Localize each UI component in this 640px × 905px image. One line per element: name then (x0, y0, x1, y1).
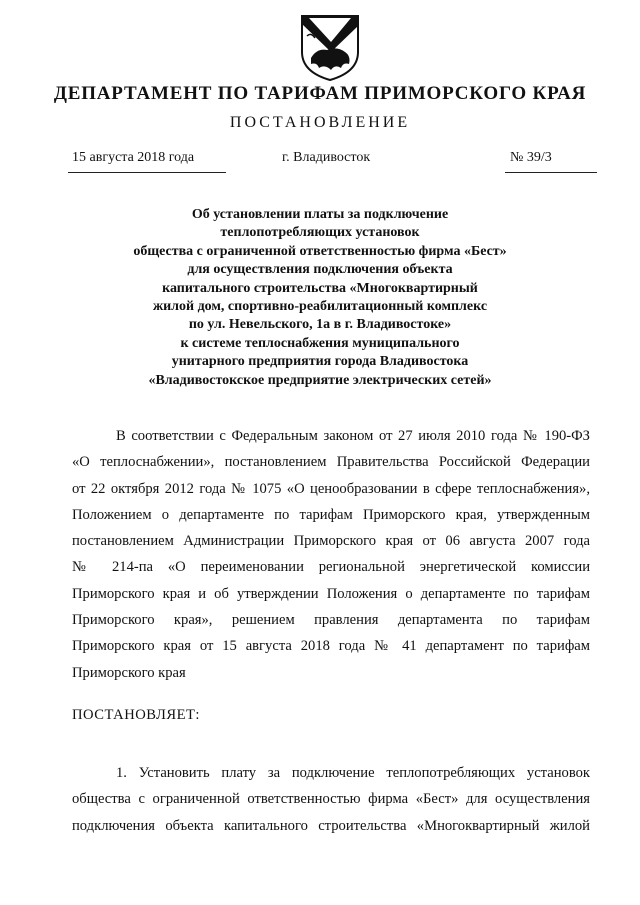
resolve-label: ПОСТАНОВЛЯЕТ: (72, 707, 200, 723)
preamble-paragraph (72, 423, 590, 686)
preamble-line: Приморского края (72, 664, 186, 681)
title-line: к системе теплоснабжения муниципального (180, 335, 460, 351)
preamble-line: № 214-па «О переименовании региональной энергетической комиссии (72, 559, 590, 576)
title-line: для осуществления подключения объекта (187, 262, 453, 278)
title-line: капитального строительства «Многоквартирный (162, 280, 478, 296)
preamble-line: постановлением Администрации Приморского края от 06 августа 2007 года (72, 533, 590, 550)
title-line: общества с ограниченной ответственностью фирма «Бест» (133, 243, 507, 259)
item-1-paragraph (72, 760, 590, 839)
document-number: № 39/3 (510, 150, 552, 165)
date-underline (68, 172, 226, 173)
preamble-line: Приморского края», решением правления департамента по тарифам (72, 612, 590, 629)
item-1-line: 1. Установить плату за подключение теплопотребляющих установок (116, 765, 590, 781)
preamble-line: Приморского края от 15 августа 2018 года № 41 департамент по тарифам (72, 638, 590, 655)
title-line: Об установлении платы за подключение (191, 207, 449, 222)
document-title (60, 206, 580, 390)
department-heading: ДЕПАРТАМЕНТ ПО ТАРИФАМ ПРИМОРСКОГО КРАЯ (53, 83, 587, 104)
preamble-line: Приморского края и об утверждении Положения о департаменте по тарифам (72, 585, 590, 602)
preamble-line: «О теплоснабжении», постановлением Правительства Российской Федерации (72, 454, 590, 471)
title-line: «Владивостокское предприятие электрических сетей» (148, 372, 492, 388)
preamble-line: от 22 октября 2012 года № 1075 «О ценообразовании в сфере теплоснабжения», (72, 480, 590, 497)
preamble-line: Положением о департаменте по тарифам Приморского края, утвержденным (72, 506, 590, 523)
preamble-line: В соответствии с Федеральным законом от 27 июля 2010 года № 190-ФЗ (116, 428, 590, 444)
title-line: унитарного предприятия города Владивостока (171, 354, 469, 370)
coat-of-arms-emblem (297, 12, 363, 82)
title-line: жилой дом, спортивно-реабилитационный комплекс (152, 299, 488, 315)
document-type: ПОСТАНОВЛЕНИЕ (229, 114, 411, 131)
document-date: 15 августа 2018 года (72, 150, 195, 165)
number-underline (505, 172, 597, 173)
item-1-line: общества с ограниченной ответственностью фирма «Бест» для осуществления (72, 791, 590, 808)
title-line: по ул. Невельского, 1а в г. Владивостоке» (188, 317, 452, 333)
title-line: теплопотребляющих установок (220, 225, 420, 241)
item-1-line: подключения объекта капитального строительства «Многоквартирный жилой (72, 817, 590, 834)
document-city: г. Владивосток (282, 150, 371, 165)
